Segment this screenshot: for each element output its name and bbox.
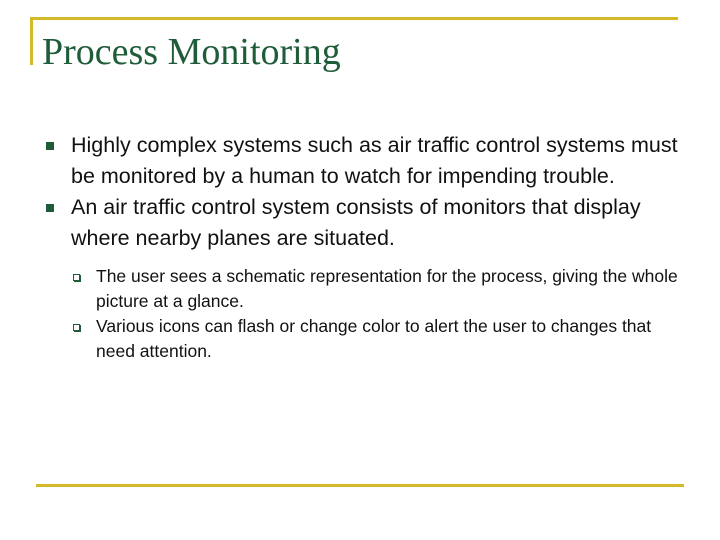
top-rule-line	[30, 17, 678, 20]
sub-bullet-text: The user sees a schematic representation for the process, giving the whole picture at a glance.	[96, 266, 678, 311]
bullet-item	[40, 192, 680, 364]
square-bullet-icon	[46, 142, 54, 150]
bullet-text: An air traffic control system consists of monitors that display where nearby planes are situated.	[71, 195, 641, 250]
hollow-square-bullet-icon	[73, 324, 80, 331]
left-rule-line	[30, 17, 33, 65]
square-bullet-icon	[46, 204, 54, 212]
bullet-list	[40, 130, 680, 364]
bottom-rule-line	[36, 484, 684, 487]
sub-bullet-list	[71, 264, 680, 364]
sub-bullet-item	[71, 314, 680, 364]
bullet-item	[40, 130, 680, 192]
slide-title: Process Monitoring	[42, 31, 341, 73]
sub-bullet-text: Various icons can flash or change color to alert the user to changes that need attention.	[96, 316, 652, 361]
hollow-square-bullet-icon	[73, 274, 80, 281]
bullet-text: Highly complex systems such as air traffic control systems must be monitored by a human to watch for impending trouble.	[71, 133, 678, 188]
sub-bullet-item	[71, 264, 680, 314]
